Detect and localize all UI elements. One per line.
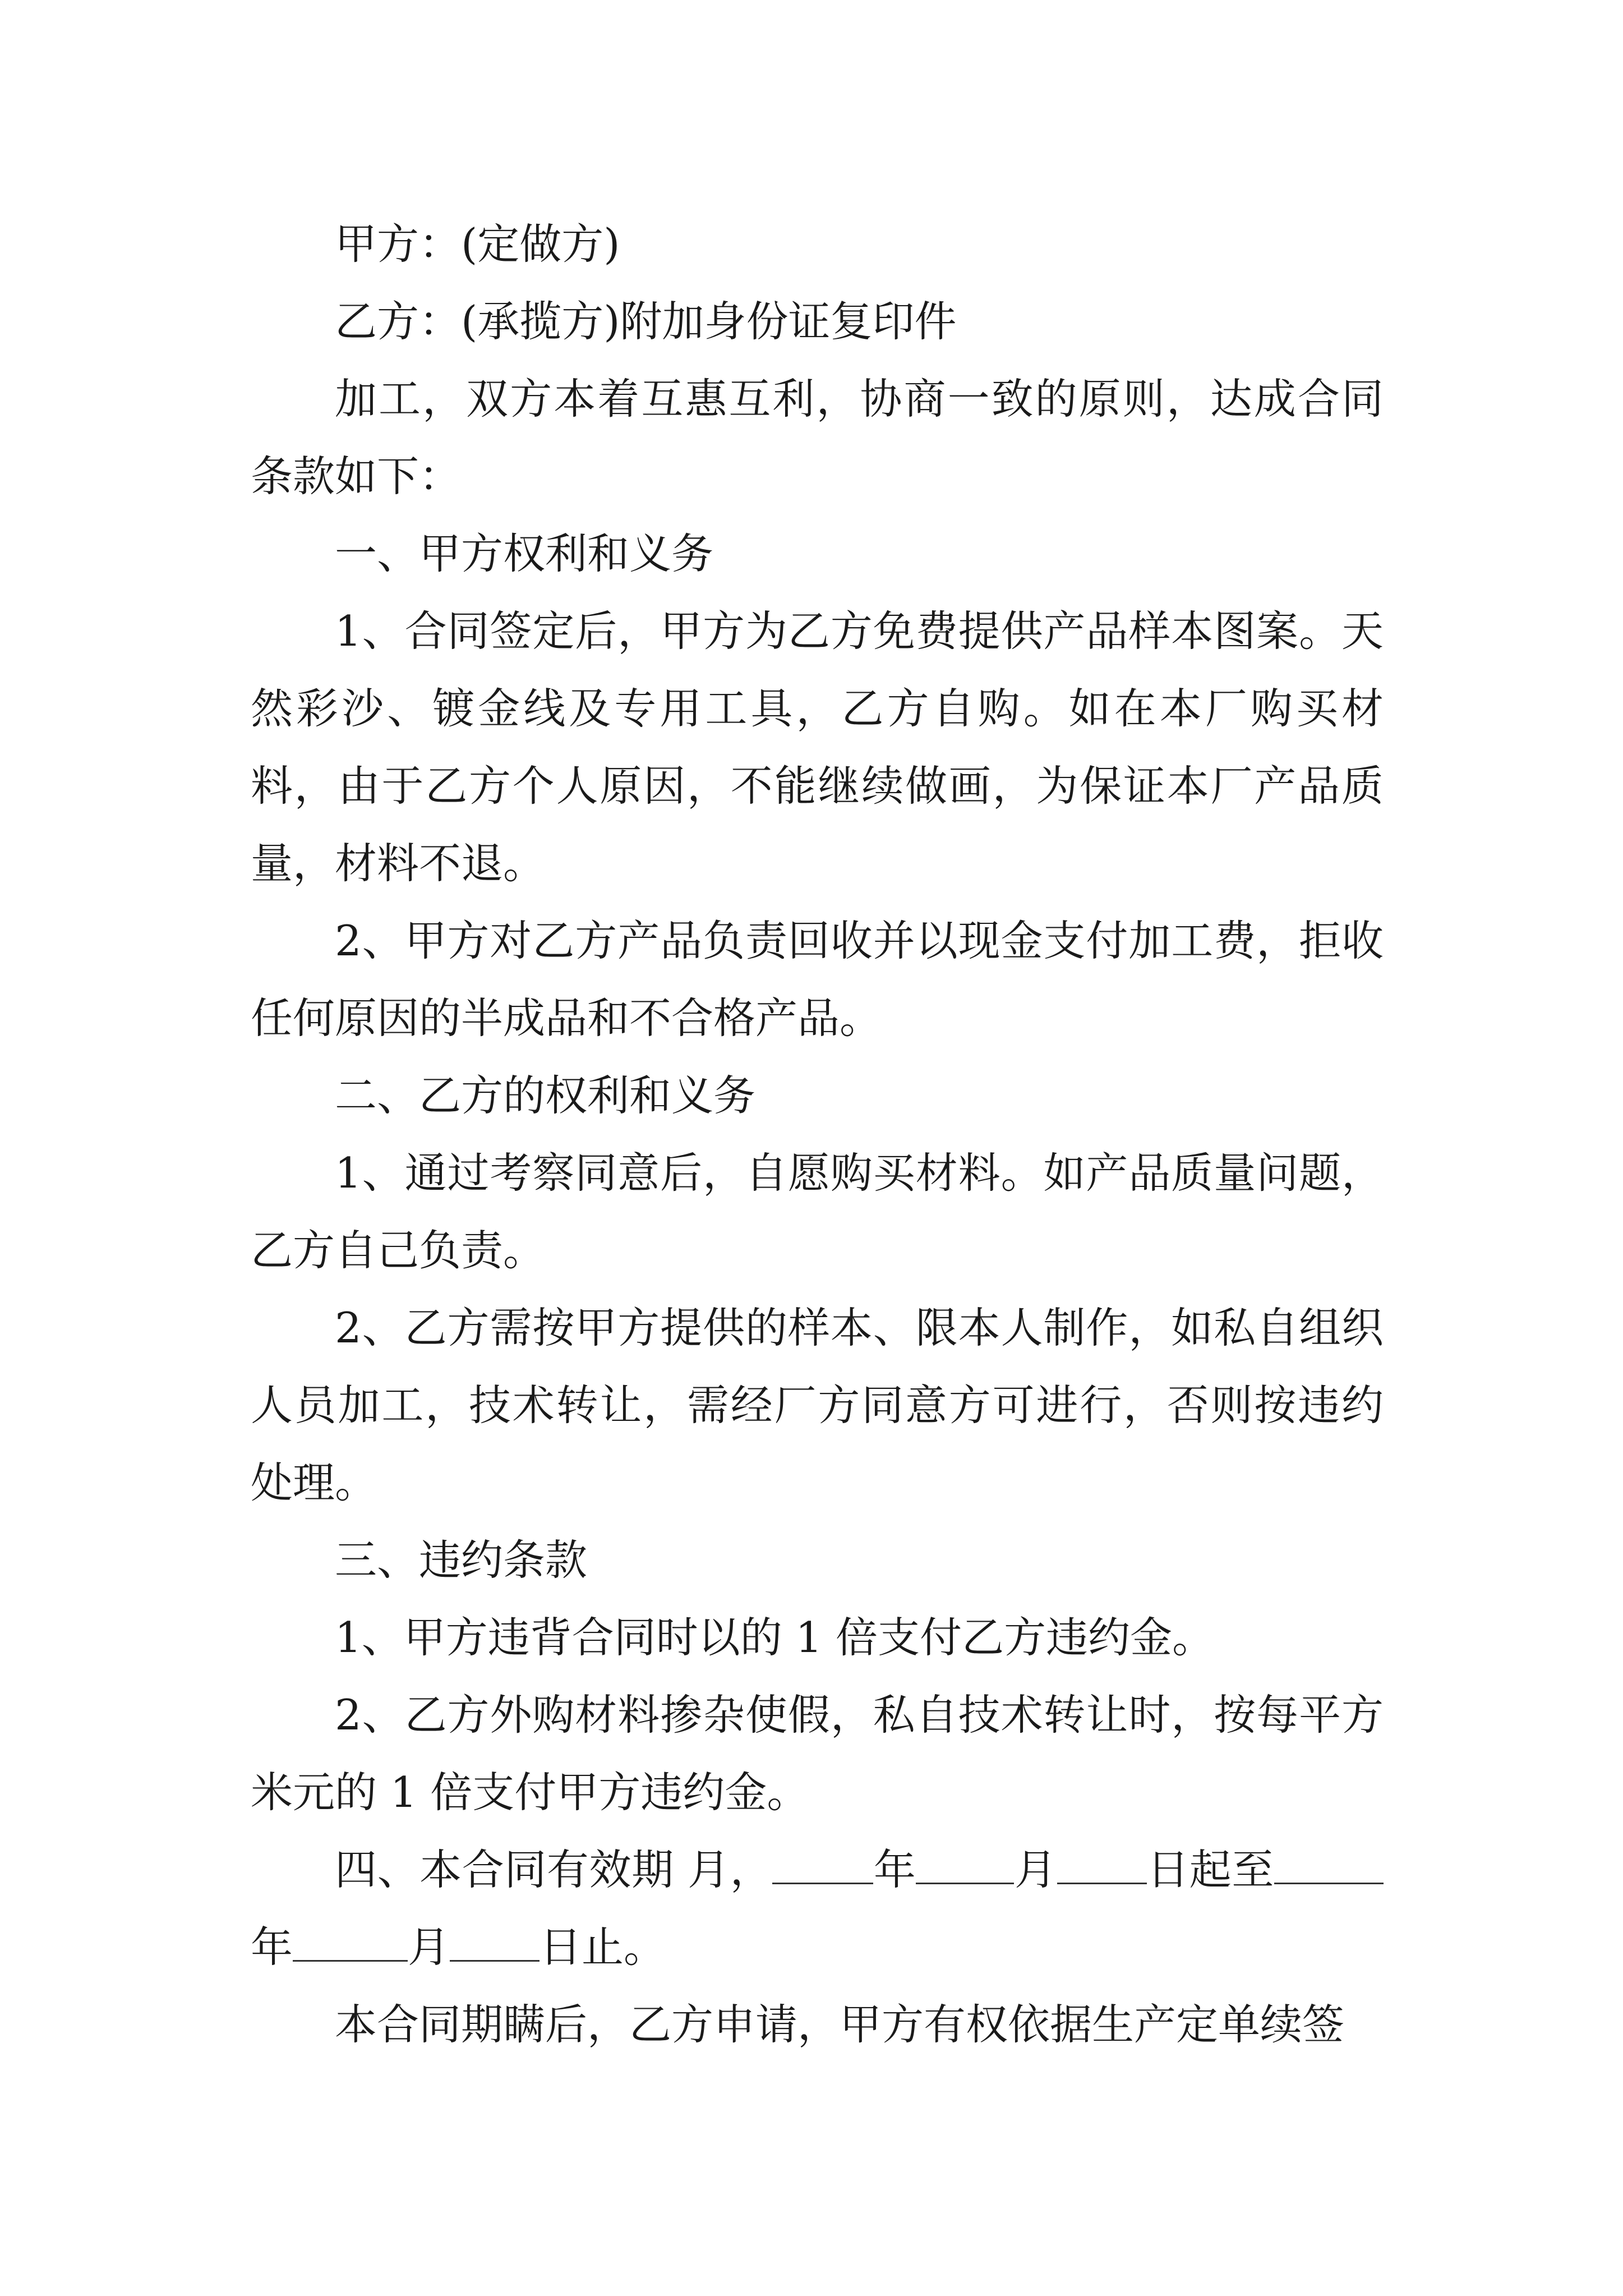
year-label-1: 年 [873,1845,916,1894]
section-1-item-1: 1、合同签定后，甲方为乙方免费提供产品样本图案。天然彩沙、镀金线及专用工具，乙方自购。如在本厂购买材料，由于乙方个人原因，不能继续做画，为保证本厂产品质量，材料不退。 [251,606,1384,888]
month-label-2: 月 [408,1922,450,1972]
day-from-label: 日起至 [1146,1845,1274,1894]
section-2-heading: 二、乙方的权利和义务 [335,1071,756,1120]
validity-prefix: 四、本合同有效期 月， [335,1845,773,1894]
month-label-1: 月 [1014,1845,1057,1894]
section-2-item-2: 2、乙方需按甲方提供的样本、限本人制作，如私自组织人员加工，技术转让，需经厂方同意方可进行，否则按违约处理。 [251,1303,1384,1507]
blank-end-month [293,1921,408,1962]
blank-start-year [772,1843,873,1884]
renewal-paragraph: 本合同期瞒后，乙方申请，甲方有权依据生产定单续签 [335,2000,1345,2049]
section-3-item-2: 2、乙方外购材料掺杂使假，私自技术转让时，按每平方米元的 1 倍支付甲方违约金。 [251,1690,1384,1817]
section-4-validity [251,1831,1384,1986]
party-a-line: 甲方：(定做方) [335,219,620,269]
preamble-paragraph: 加工，双方本着互惠互利，协商一致的原则，达成合同条款如下： [251,374,1384,501]
section-1-item-2: 2、甲方对乙方产品负责回收并以现金支付加工费，拒收任何原因的半成品和不合格产品。 [251,916,1384,1043]
year-label-2: 年 [251,1922,293,1972]
section-3-item-1: 1、甲方违背合同时以的 1 倍支付乙方违约金。 [335,1613,1215,1662]
day-to-label: 日止。 [540,1922,666,1972]
section-1-heading: 一、甲方权利和义务 [335,529,714,578]
blank-end-year [1274,1843,1384,1884]
blank-start-day [1057,1843,1147,1884]
party-b-line: 乙方：(承揽方)附加身份证复印件 [335,297,957,346]
blank-start-month [916,1843,1014,1884]
blank-end-day [450,1921,540,1962]
section-2-item-1: 1、通过考察同意后，自愿购买材料。如产品质量问题，乙方自己负责。 [251,1148,1384,1275]
contract-body [251,205,1384,2063]
section-3-heading: 三、违约条款 [335,1535,588,1585]
